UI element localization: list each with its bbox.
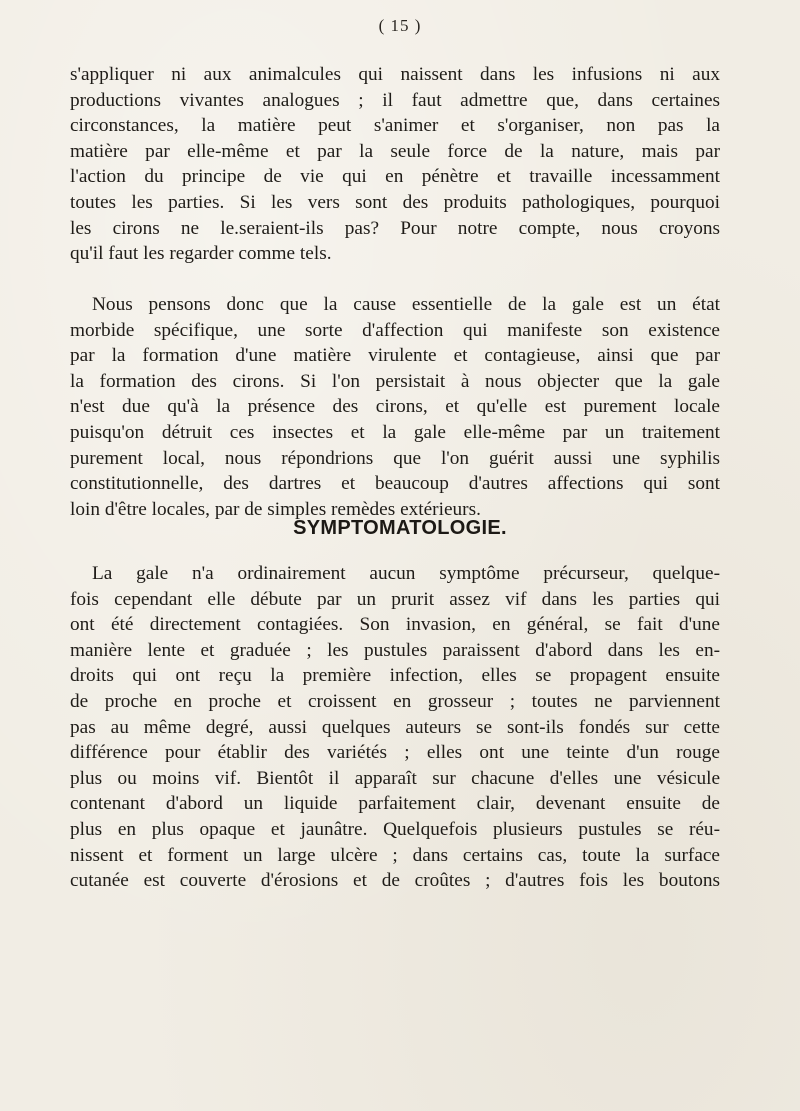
text-line: ont été directement contagiées. Son invasion, en général, se fait d'une [70, 614, 720, 636]
text-line: s'appliquer ni aux animalcules qui naissent dans les infusions ni aux [70, 64, 720, 85]
text-line: la formation des cirons. Si l'on persistait à nous objecter que la gale [70, 370, 720, 392]
text-line: contenant d'abord un liquide parfaitement clair, devenant ensuite de [70, 793, 720, 815]
paragraph-cause [70, 292, 720, 522]
text-line: fois cependant elle débute par un prurit assez vif dans les parties qui [70, 588, 720, 610]
text-line: plus ou moins vif. Bientôt il apparaît sur chacune d'elles une vésicule [70, 767, 720, 789]
text-line: différence pour établir des variétés ; elles ont une teinte d'un rouge [70, 742, 720, 764]
text-line: qu'il faut les regarder comme tels. [70, 243, 332, 265]
text-line: cutanée est couverte d'érosions et de croûtes ; d'autres fois les boutons [70, 870, 720, 892]
text-line: par la formation d'une matière virulente et contagieuse, ainsi que par [70, 345, 720, 367]
text-line: de proche en proche et croissent en grosseur ; toutes ne parviennent [70, 690, 720, 712]
text-line: puisqu'on détruit ces insectes et la gale elle-même par un traitement [70, 421, 720, 443]
text-line: pas au même degré, aussi quelques auteurs se sont-ils fondés sur cette [70, 716, 720, 738]
text-line: purement local, nous répondrions que l'on guérit aussi une syphilis [70, 447, 720, 469]
text-line: La gale n'a ordinairement aucun symptôme précurseur, quelque- [92, 563, 720, 584]
text-line: droits qui ont reçu la première infection, elles se propagent ensuite [70, 665, 720, 687]
text-line: les cirons ne le.seraient-ils pas? Pour notre compte, nous croyons [70, 217, 720, 239]
text-line: toutes les parties. Si les vers sont des produits pathologiques, pourquoi [70, 191, 720, 213]
text-line: n'est due qu'à la présence des cirons, et qu'elle est purement locale [70, 396, 720, 418]
paragraph-symptoms [70, 561, 720, 894]
text-line: nissent et forment un large ulcère ; dans certains cas, toute la surface [70, 844, 720, 866]
paragraph-continuation [70, 62, 720, 267]
text-line: matière par elle-même et par la seule force de la nature, mais par [70, 140, 720, 162]
page-number: ( 15 ) [378, 16, 422, 35]
text-line: l'action du principe de vie qui en pénètre et travaille incessamment [70, 166, 720, 188]
text-line: manière lente et graduée ; les pustules paraissent d'abord dans les en- [70, 639, 720, 661]
text-line: circonstances, la matière peut s'animer et s'organiser, non pas la [70, 115, 720, 137]
text-line: loin d'être locales, par de simples remèdes extérieurs. [70, 498, 481, 520]
text-line: Nous pensons donc que la cause essentielle de la gale est un état [92, 294, 720, 315]
text-line: productions vivantes analogues ; il faut admettre que, dans certaines [70, 89, 720, 111]
text-line: morbide spécifique, une sorte d'affection qui manifeste son existence [70, 319, 720, 341]
section-heading: SYMPTOMATOLOGIE. [293, 517, 507, 539]
text-line: constitutionnelle, des dartres et beaucoup d'autres affections qui sont [70, 473, 720, 495]
text-line: plus en plus opaque et jaunâtre. Quelquefois plusieurs pustules se réu- [70, 818, 720, 840]
